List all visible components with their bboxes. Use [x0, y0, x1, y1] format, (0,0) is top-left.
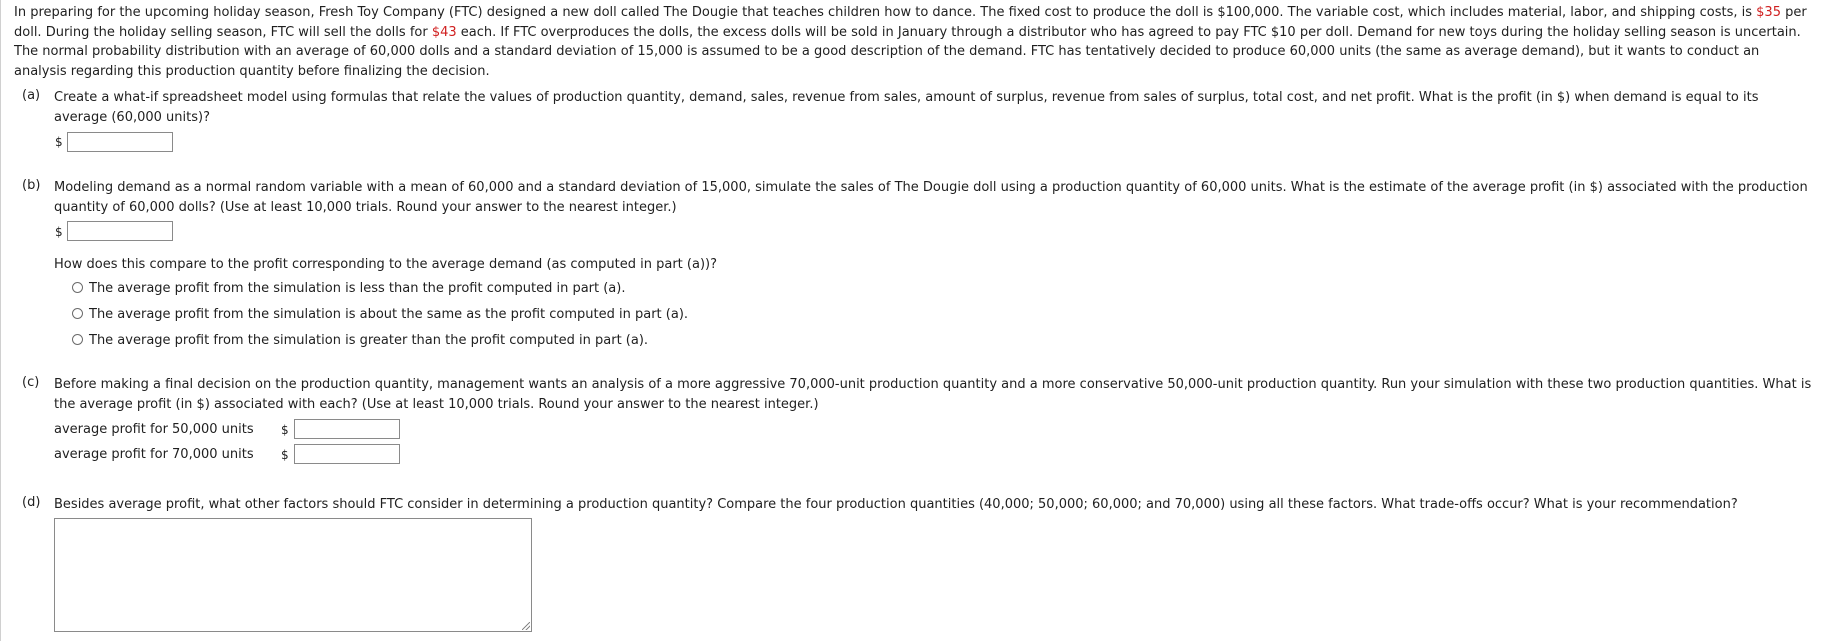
- profit-50000-input[interactable]: [294, 419, 400, 439]
- part-b-average-profit-input[interactable]: [67, 221, 173, 241]
- radio-button-icon[interactable]: [72, 282, 83, 293]
- radio-button-icon[interactable]: [72, 334, 83, 345]
- intro-text-3: each. If FTC overproduces the dolls, the excess dolls will be sold in January through a distributor who has agreed to pay FTC $10 per doll. Demand for new toys during the holiday selling season is uncertain. The normal probability distribution with an average of 60,000 dolls and a standard deviation of 15,000 is assumed to be a good description of the demand. FTC has tentatively decided to produce 60,000 units (the same as average demand), but it wants to conduct an analysis regarding this production quantity before finalizing the decision.: [14, 24, 1801, 79]
- part-b-compare-question: How does this compare to the profit corresponding to the average demand (as computed in part (a))?: [54, 257, 717, 272]
- part-b-option-same[interactable]: [72, 305, 688, 325]
- part-a-currency: $: [55, 135, 63, 149]
- part-d-question: Besides average profit, what other factors should FTC consider in determining a production quantity? Compare the four production quantities (40,000; 50,000; 60,000; and 70,000) using all these factors. What trade-offs occur? What is your recommendation?: [54, 497, 1738, 512]
- profit-70000-label: average profit for 70,000 units: [54, 447, 254, 462]
- option-label: The average profit from the simulation is less than the profit computed in part (a).: [89, 281, 626, 296]
- intro-text-2: per doll. During the holiday selling season, FTC will sell the dolls for: [14, 5, 1807, 40]
- part-c-label: (c): [22, 375, 40, 390]
- resize-handle-icon[interactable]: [522, 622, 530, 630]
- part-d: [22, 495, 1812, 515]
- part-d-response-textarea[interactable]: [54, 518, 532, 632]
- part-c: [22, 375, 1812, 414]
- part-a-profit-input[interactable]: [67, 132, 173, 152]
- part-a: [22, 88, 1812, 127]
- profit-70000-input[interactable]: [294, 444, 400, 464]
- intro-text-1: In preparing for the upcoming holiday season, Fresh Toy Company (FTC) designed a new doll called The Dougie that teaches children how to dance. The fixed cost to produce the doll is $100,000. The variable cost, which includes material, labor, and shipping costs, is: [14, 5, 1757, 20]
- part-b-question: Modeling demand as a normal random variable with a mean of 60,000 and a standard deviation of 15,000, simulate the sales of The Dougie doll using a production quantity of 60,000 units. What is the estimate of the average profit (in $) associated with the production quantity of 60,000 dolls? (Use at least 10,000 trials. Round your answer to the nearest integer.): [54, 180, 1808, 215]
- profit-70000-currency: $: [281, 448, 289, 462]
- part-a-question: Create a what-if spreadsheet model using formulas that relate the values of production quantity, demand, sales, revenue from sales, amount of surplus, revenue from sales of surplus, total cost, and net profit. What is the profit (in $) when demand is equal to its average (60,000 units)?: [54, 90, 1759, 125]
- radio-button-icon[interactable]: [72, 308, 83, 319]
- part-c-question: Before making a final decision on the production quantity, management wants an analysis of a more aggressive 70,000-unit production quantity and a more conservative 50,000-unit production quantity. Run your simulation with these two production quantities. What is the average profit (in $) associated with each? (Use at least 10,000 trials. Round your answer to the nearest integer.): [54, 377, 1812, 412]
- profit-50000-label: average profit for 50,000 units: [54, 422, 254, 437]
- option-label: The average profit from the simulation is about the same as the profit computed in part (a).: [89, 307, 689, 322]
- part-b-option-greater[interactable]: [72, 331, 648, 351]
- variable-cost-value: $35: [1756, 5, 1781, 20]
- selling-price-value: $43: [431, 24, 457, 40]
- part-b: [22, 178, 1812, 217]
- problem-intro: [14, 3, 1814, 81]
- part-b-label: (b): [22, 178, 41, 193]
- part-b-option-less[interactable]: [72, 279, 625, 299]
- part-b-currency: $: [55, 225, 63, 239]
- option-label: The average profit from the simulation is greater than the profit computed in part (a).: [89, 333, 649, 348]
- part-a-label: (a): [22, 88, 41, 103]
- part-d-label: (d): [22, 495, 41, 510]
- profit-50000-currency: $: [281, 423, 289, 437]
